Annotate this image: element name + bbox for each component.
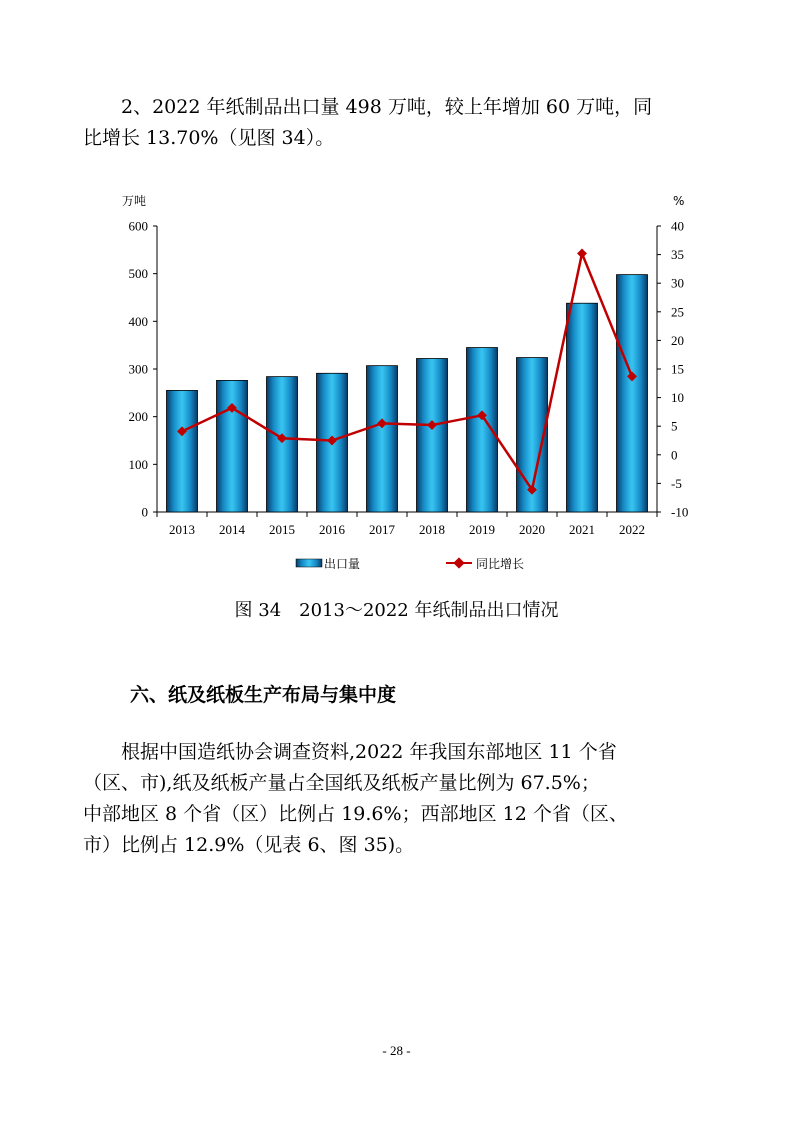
text-line: （区、市),纸及纸板产量占全国纸及纸板产量比例为 67.5%； — [83, 772, 600, 794]
paragraph-export — [83, 92, 713, 154]
paragraph-distribution — [83, 737, 713, 861]
text-line: 2、2022 年纸制品出口量 498 万吨，较上年增加 60 万吨，同 — [83, 96, 653, 118]
left-tick-label: 0 — [141, 504, 148, 520]
x-axis-ticks — [157, 512, 657, 537]
page-number: - 28 - — [382, 1043, 411, 1058]
text-line: 中部地区 8 个省（区）比例占 19.6%；西部地区 12 个省（区、 — [83, 803, 628, 825]
right-y-ticks — [657, 219, 688, 520]
text-line: 市）比例占 12.9%（见表 6、图 35)。 — [83, 834, 415, 856]
x-tick-label: 2015 — [269, 522, 295, 537]
x-tick-label: 2017 — [369, 522, 395, 537]
left-tick-label: 400 — [128, 313, 148, 329]
right-tick-label: 20 — [671, 332, 684, 348]
x-tick-label: 2019 — [469, 522, 495, 537]
right-tick-label: 25 — [671, 304, 684, 320]
right-tick-label: 10 — [671, 390, 684, 406]
growth-point — [577, 249, 587, 259]
bar — [167, 390, 198, 512]
x-tick-label: 2022 — [619, 522, 645, 537]
chart-legend — [296, 556, 524, 571]
bar — [367, 366, 398, 512]
section-heading: 六、纸及纸板生产布局与集中度 — [130, 684, 397, 706]
bar — [617, 275, 648, 512]
right-tick-label: -10 — [671, 504, 689, 520]
x-tick-label: 2014 — [219, 522, 245, 537]
text-line: 根据中国造纸协会调查资料,2022 年我国东部地区 11 个省 — [83, 741, 617, 763]
right-tick-label: 35 — [671, 247, 684, 263]
left-tick-label: 600 — [128, 218, 148, 234]
x-tick-label: 2018 — [419, 522, 445, 537]
x-tick-label: 2016 — [319, 522, 345, 537]
left-y-ticks — [129, 219, 158, 520]
bar — [267, 377, 298, 512]
export-chart — [100, 186, 720, 586]
legend-marker-growth — [453, 557, 464, 568]
bar-series — [167, 275, 648, 512]
legend-swatch-export — [296, 559, 322, 567]
growth-line — [182, 253, 632, 489]
left-tick-label: 100 — [128, 456, 148, 472]
right-tick-label: 30 — [671, 275, 684, 291]
bar — [217, 380, 248, 512]
x-tick-label: 2021 — [569, 522, 595, 537]
left-axis-unit: 万吨 — [122, 194, 147, 208]
right-tick-label: 0 — [671, 447, 678, 463]
text-line: 比增长 13.70%（见图 34）。 — [83, 127, 335, 149]
right-tick-label: 40 — [671, 218, 684, 234]
legend-label-growth: 同比增长 — [476, 557, 525, 571]
right-tick-label: 5 — [671, 418, 678, 434]
right-axis-unit: % — [673, 194, 685, 208]
right-tick-label: -5 — [671, 475, 682, 491]
figure-caption: 图 34 2013～2022 年纸制品出口情况 — [234, 600, 559, 621]
bar — [567, 303, 598, 512]
left-tick-label: 300 — [128, 361, 148, 377]
legend-label-export: 出口量 — [324, 557, 361, 571]
x-tick-label: 2013 — [169, 522, 195, 537]
left-tick-label: 500 — [128, 266, 148, 282]
right-tick-label: 15 — [671, 361, 684, 377]
left-tick-label: 200 — [128, 409, 148, 425]
bar — [417, 359, 448, 512]
x-tick-label: 2020 — [519, 522, 545, 537]
